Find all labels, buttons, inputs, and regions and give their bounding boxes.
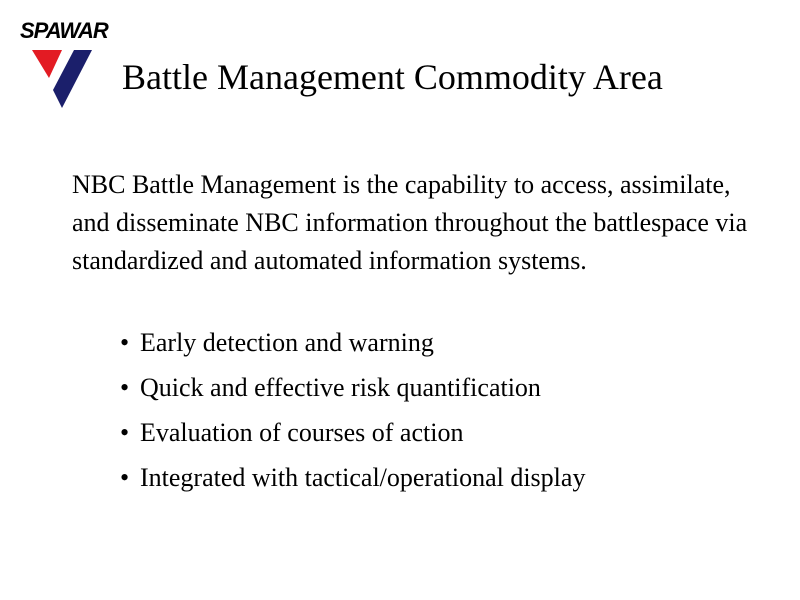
bullet-text: Evaluation of courses of action — [140, 418, 464, 447]
spawar-logo — [18, 18, 113, 110]
bullet-marker: • — [120, 463, 130, 492]
bullet-item — [120, 320, 585, 365]
bullet-text: Integrated with tactical/operational display — [140, 463, 586, 492]
bullet-item — [120, 410, 585, 455]
spawar-chevron-icon — [32, 50, 100, 110]
bullet-text: Quick and effective risk quantification — [140, 373, 541, 402]
bullet-marker: • — [120, 418, 130, 447]
bullet-item — [120, 455, 585, 500]
bullet-text: Early detection and warning — [140, 328, 434, 357]
slide-title: Battle Management Commodity Area — [122, 57, 663, 97]
bullet-marker: • — [120, 328, 130, 357]
intro-paragraph: NBC Battle Management is the capability to access, assimilate, and disseminate NBC information throughout the battlespace via standardized and automated information systems. — [72, 170, 748, 275]
bullet-item — [120, 365, 585, 410]
bullet-marker: • — [120, 373, 130, 402]
bullet-list — [120, 320, 585, 500]
spawar-logo-text: SPAWAR — [20, 18, 108, 43]
